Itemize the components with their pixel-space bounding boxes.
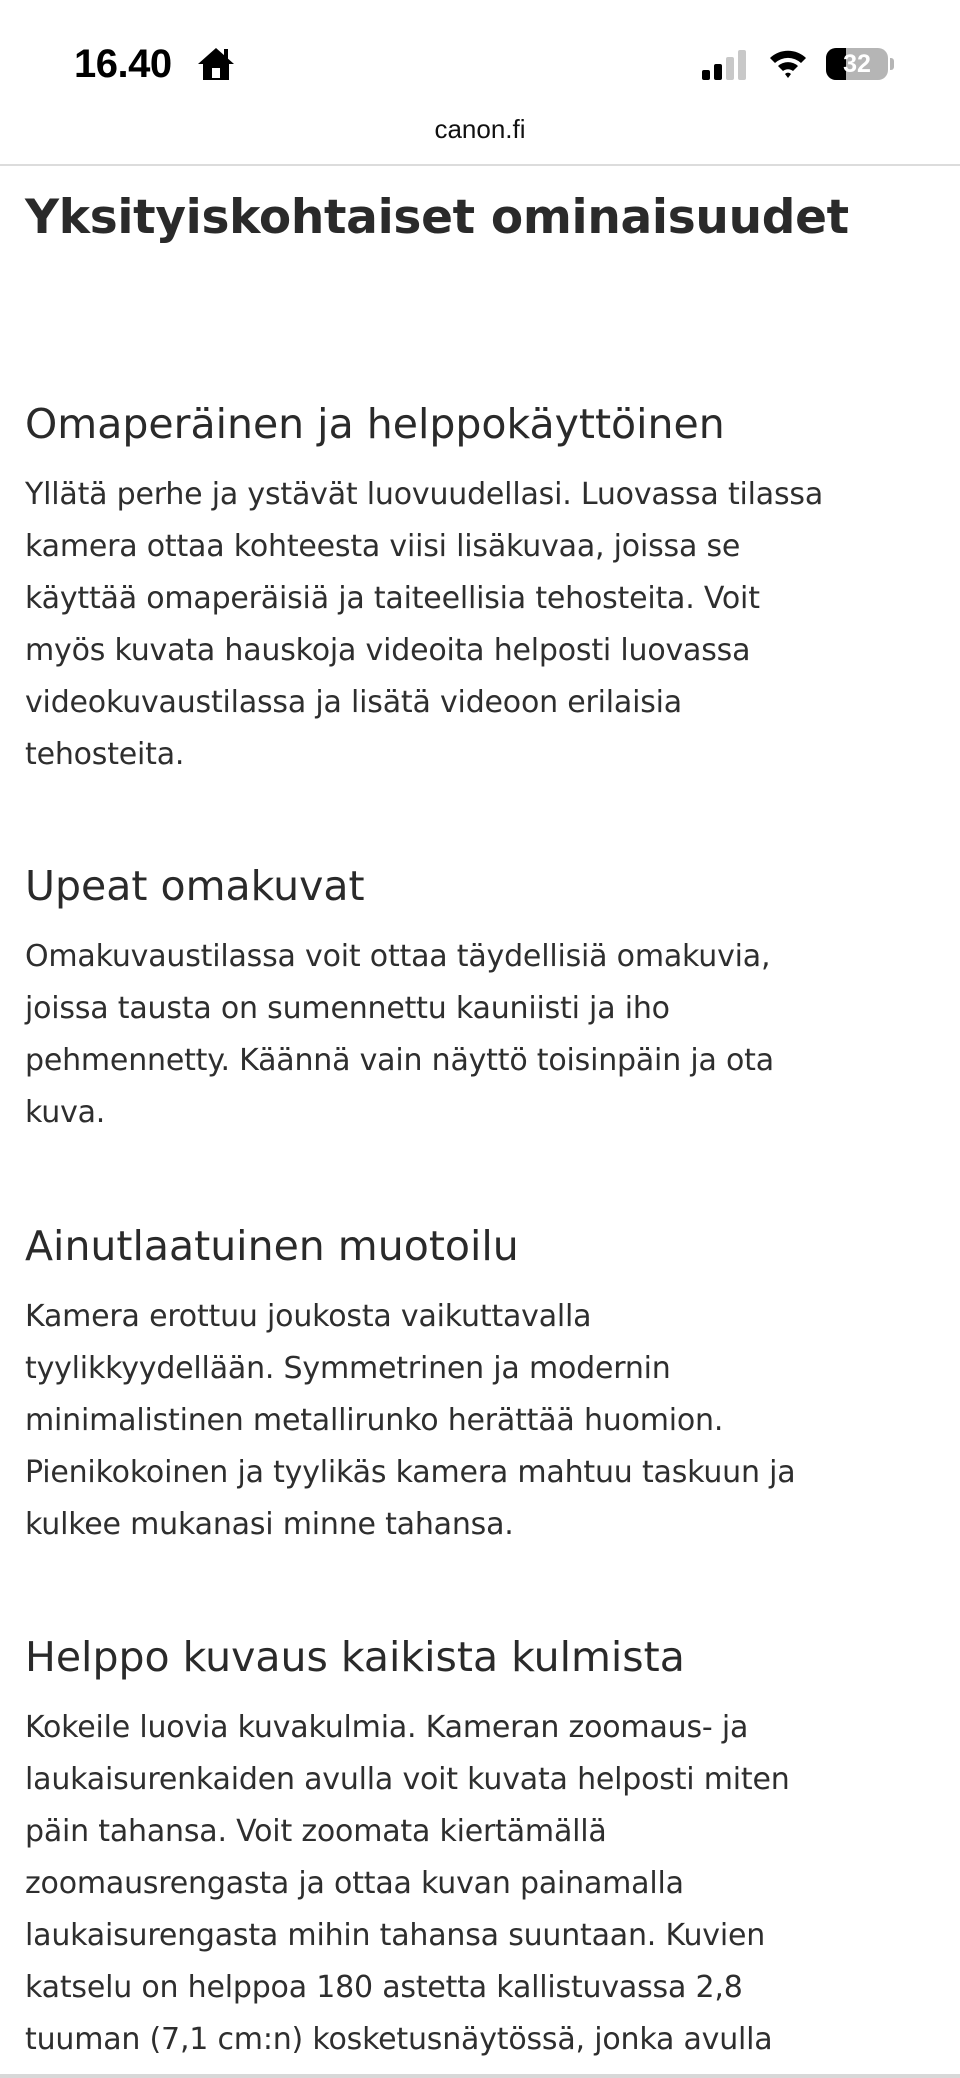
section-body (25, 931, 945, 1139)
battery-level: 32 (843, 50, 871, 78)
body-text-line: Kokeile luovia kuvakulmia. Kameran zoomaus- ja (25, 1710, 749, 1745)
body-text-line: Yllätä perhe ja ystävät luovuudellasi. Luovassa tilassa (25, 477, 824, 512)
section-heading: Ainutlaatuinen muotoilu (25, 1222, 519, 1270)
status-time: 16.40 (74, 42, 172, 86)
body-text-line: katselu on helppoa 180 astetta kallistuvassa 2,8 (25, 1970, 743, 2005)
section-heading: Omaperäinen ja helppokäyttöinen (25, 400, 725, 448)
page-title: Yksityiskohtaiset ominaisuudet (25, 190, 849, 245)
body-text-line: minimalistinen metallirunko herättää huomion. (25, 1403, 724, 1438)
body-text-line: päin tahansa. Voit zoomata kiertämällä (25, 1814, 607, 1849)
section-heading: Upeat omakuvat (25, 862, 365, 910)
body-text-line: videokuvaustilassa ja lisätä videoon erilaisia (25, 685, 682, 720)
body-text-line: zoomausrengasta ja ottaa kuvan painamalla (25, 1866, 684, 1901)
body-text-line: tehosteita. (25, 737, 185, 772)
body-text-line: käyttää omaperäisiä ja taiteellisia tehosteita. Voit (25, 581, 760, 616)
wifi-icon (768, 46, 808, 80)
body-text-line: tyylikkyydellään. Symmetrinen ja modernin (25, 1351, 671, 1386)
body-text-line: laukaisurenkaiden avulla voit kuvata helposti miten (25, 1762, 790, 1797)
body-text-line: myös kuvata hauskoja videoita helposti luovassa (25, 633, 751, 668)
body-text-line: kamera ottaa kohteesta viisi lisäkuvaa, joissa se (25, 529, 741, 564)
section-heading: Helppo kuvaus kaikista kulmista (25, 1633, 685, 1681)
toolbar-divider (0, 164, 960, 166)
section-body (25, 469, 945, 781)
feature-section (25, 394, 945, 781)
section-body (25, 1702, 945, 2066)
signal-icon (702, 50, 750, 80)
body-text-line: joissa tausta on sumennettu kauniisti ja iho (25, 991, 670, 1026)
bottom-divider (0, 2074, 960, 2078)
feature-section (25, 1216, 945, 1551)
body-text-line: pehmennetty. Käännä vain näyttö toisinpäin ja ota (25, 1043, 774, 1078)
battery-icon (826, 48, 896, 82)
status-bar (0, 0, 960, 120)
address-bar-url[interactable]: canon.fi (434, 114, 526, 144)
body-text-line: Kamera erottuu joukosta vaikuttavalla (25, 1299, 592, 1334)
body-text-line: tuuman (7,1 cm:n) kosketusnäytössä, jonka avulla (25, 2022, 773, 2057)
body-text-line: kuva. (25, 1095, 106, 1130)
feature-section (25, 1627, 945, 2066)
home-icon (196, 44, 236, 84)
body-text-line: kulkee mukanasi minne tahansa. (25, 1507, 514, 1542)
section-body (25, 1291, 945, 1551)
body-text-line: Pienikokoinen ja tyylikäs kamera mahtuu taskuun ja (25, 1455, 796, 1490)
feature-section (25, 856, 945, 1139)
body-text-line: Omakuvaustilassa voit ottaa täydellisiä omakuvia, (25, 939, 771, 974)
body-text-line: laukaisurengasta mihin tahansa suuntaan. Kuvien (25, 1918, 766, 1953)
